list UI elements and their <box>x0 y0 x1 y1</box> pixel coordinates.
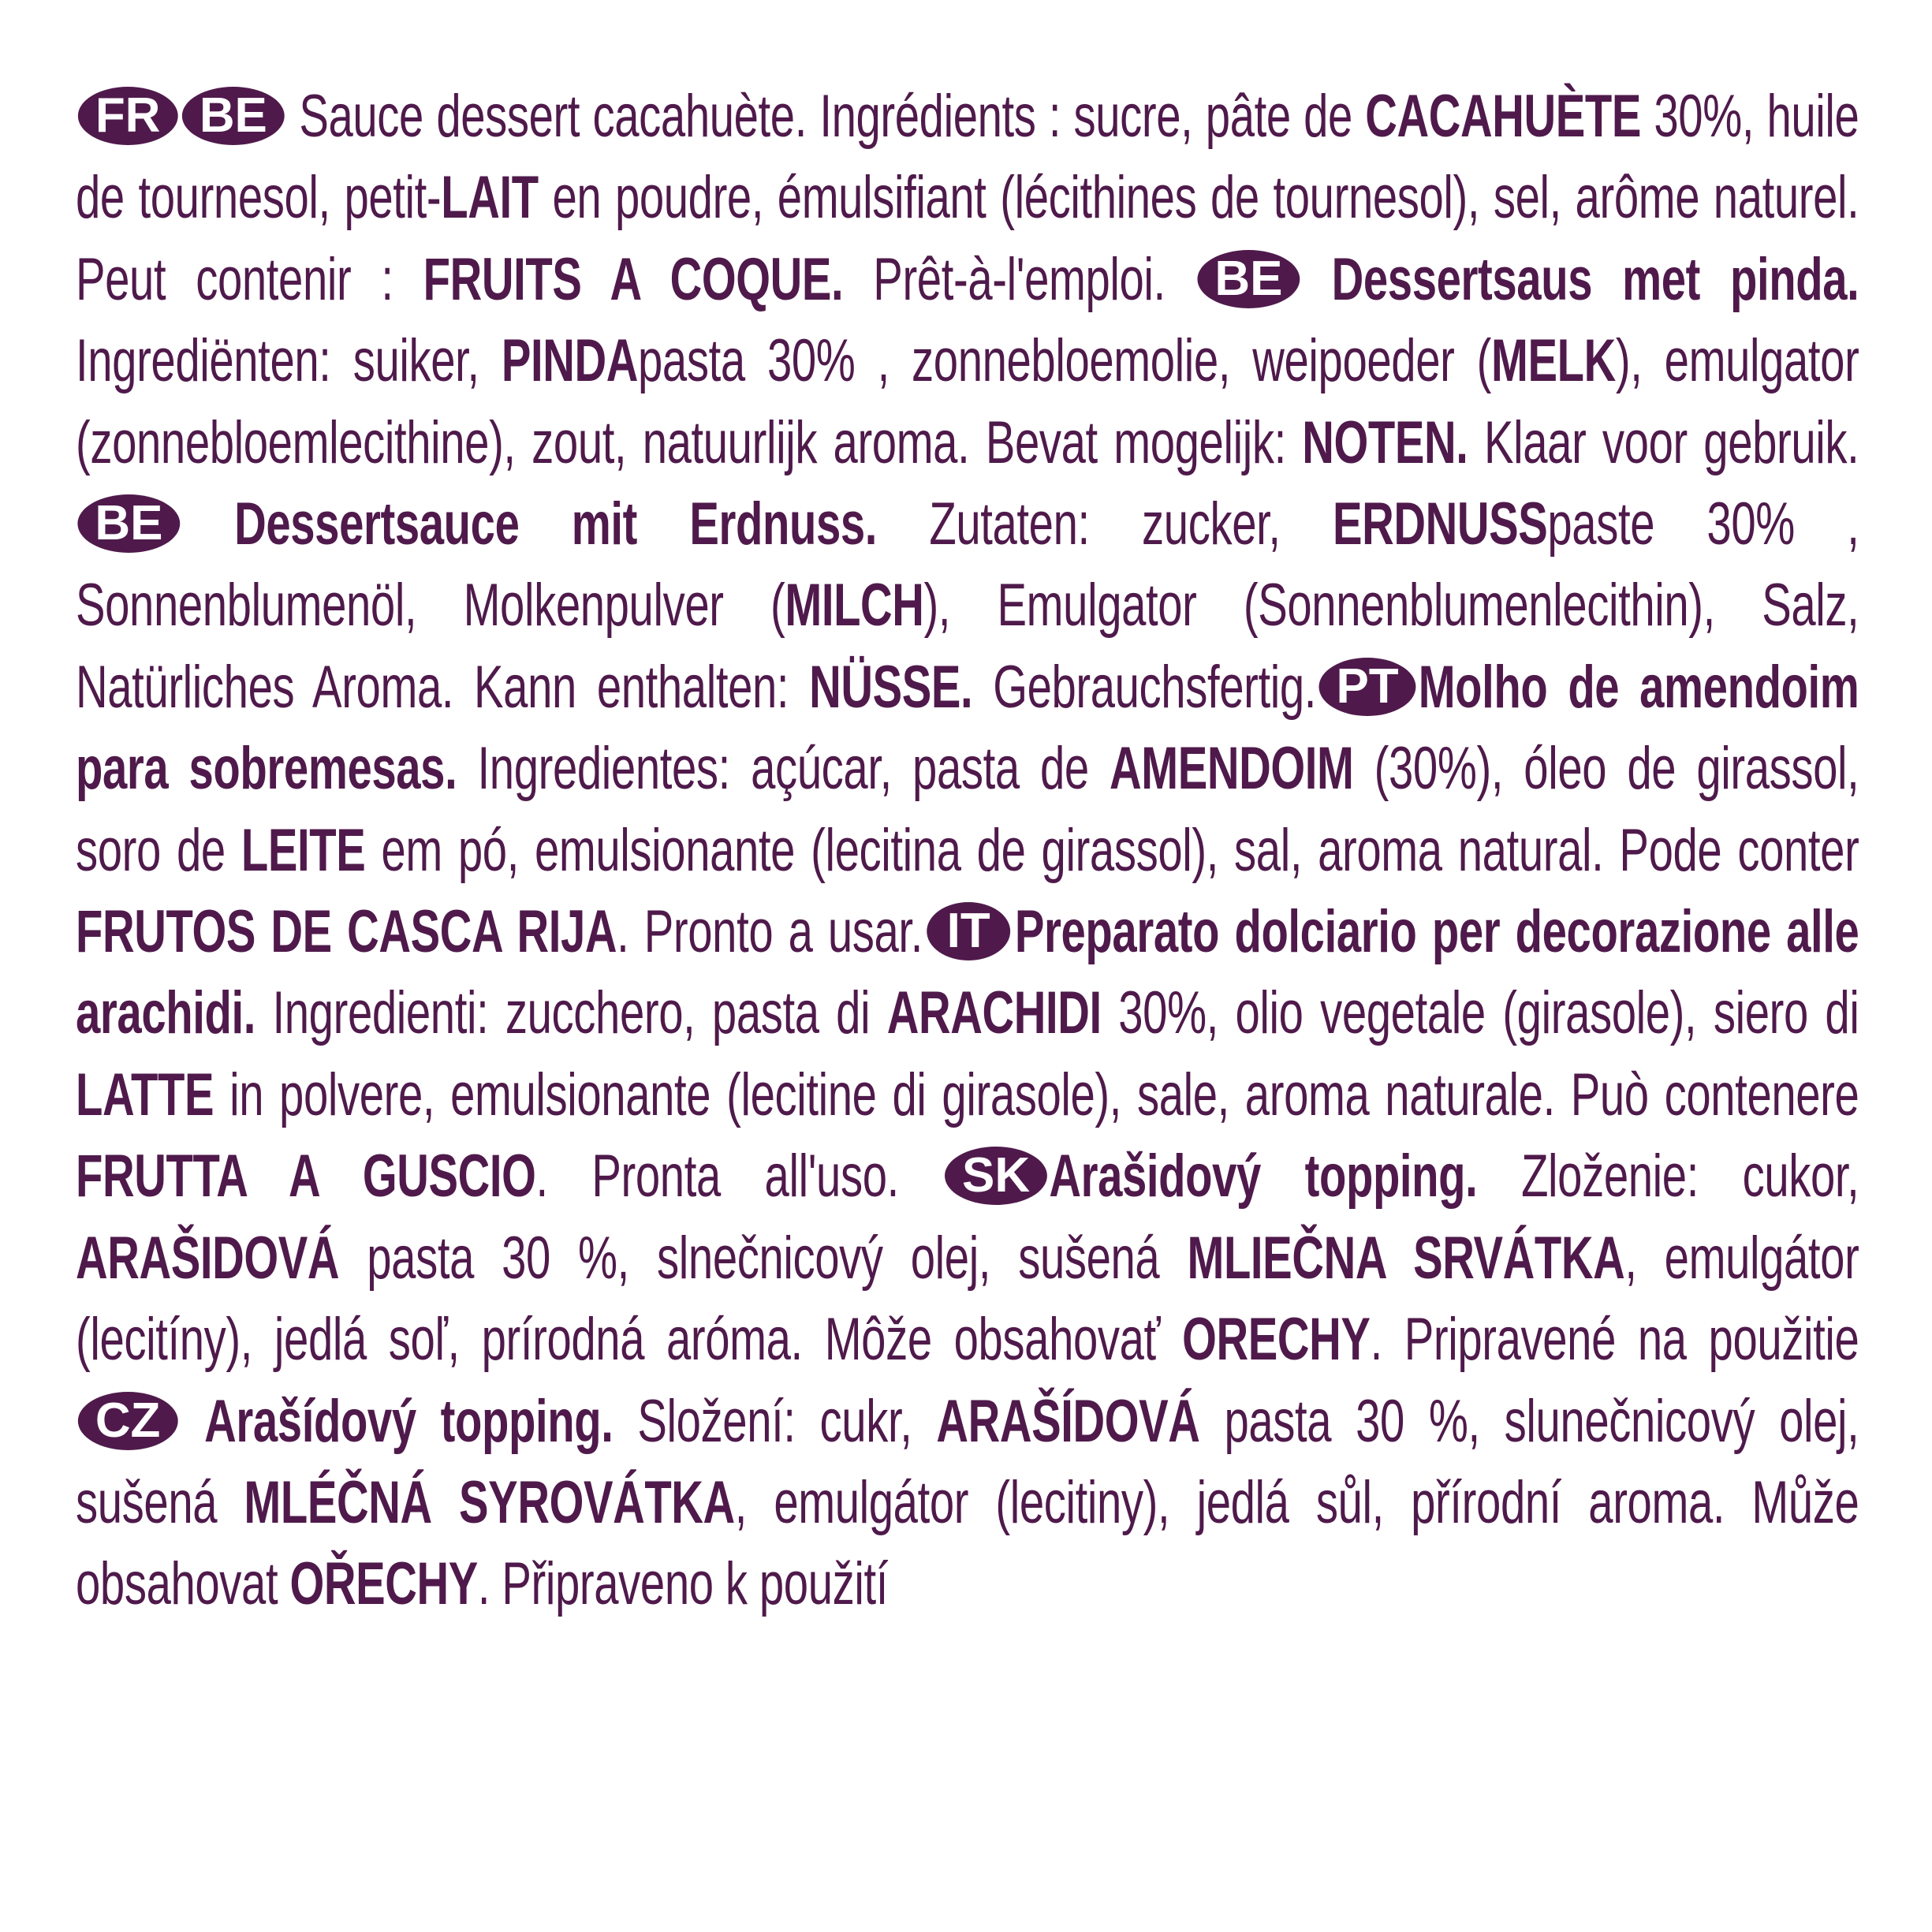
sk-allergen: ORECHY <box>1182 1306 1371 1374</box>
badge-be: BE <box>77 494 180 553</box>
pt-text: (30%), óleo de girassol, soro de <box>76 735 1859 884</box>
nl-allergen: NOTEN. <box>1302 408 1468 476</box>
de-product-name: Dessertsauce mit Erdnuss. <box>234 490 878 558</box>
cz-product-name: Arašídový topping. <box>204 1387 614 1455</box>
fr-text: Sauce dessert cacahuète. Ingrédients : sucre, pâte de <box>285 83 1366 150</box>
pt-allergen: LEITE <box>241 816 366 884</box>
cz-text: pasta 30 %, slunečnicový olej, sušená <box>76 1387 1859 1536</box>
de-allergen: MILCH <box>785 572 924 640</box>
it-text: . Pronta all'uso. <box>535 1143 943 1210</box>
fr-text: en poudre, émulsifiant (lécithines de tournesol), sel, arôme naturel. Peut contenir : <box>76 164 1859 313</box>
pt-text: em pó, emulsionante (lecitina de girassol), sal, aroma natural. Pode conter <box>365 816 1859 884</box>
fr-allergen: CACAHUÈTE <box>1365 83 1642 150</box>
badge-sk: SK <box>945 1147 1047 1205</box>
badge-pt: PT <box>1318 658 1415 716</box>
cz-allergen: OŘECHY <box>289 1550 478 1618</box>
badge-be: BE <box>182 87 285 145</box>
fr-text: 30%, huile de tournesol, petit- <box>76 83 1859 232</box>
de-text: ), Emulgator (Sonnenblumenlecithin), Salz, Natürliches Aroma. Kann enthalten: <box>76 572 1859 721</box>
badge-be: BE <box>1197 250 1300 308</box>
fr-allergen: LAIT <box>441 164 539 232</box>
sk-product-name: Arašidový topping. <box>1049 1143 1478 1210</box>
sk-allergen: MLIEČNA SRVÁTKA <box>1187 1224 1625 1292</box>
de-text: paste 30% , Sonnenblumenöl, Molkenpulver ( <box>76 490 1859 640</box>
cz-text: . Připraveno k použití <box>477 1550 889 1618</box>
it-allergen: FRUTTA A GUSCIO <box>76 1143 536 1210</box>
it-allergen: LATTE <box>76 1061 214 1128</box>
nl-product-name: Dessertsaus met pinda. <box>1331 245 1859 313</box>
nl-text: pasta 30% , zonnebloemolie, weipoeder ( <box>638 327 1492 395</box>
fr-allergen: FRUITS A COQUE. <box>423 245 844 313</box>
ingredients-label <box>76 76 1859 1625</box>
de-allergen: ERDNUSS <box>1332 490 1548 558</box>
pt-text: . Pronto a usar. <box>617 898 923 966</box>
sk-text: . Pripravené na použitie <box>1370 1306 1859 1374</box>
nl-text: ), emulgator (zonnebloemlecithine), zout, natuurlijk aroma. Bevat mogelijk: <box>76 327 1859 476</box>
cz-allergen: ARAŠÍDOVÁ <box>936 1387 1200 1455</box>
nl-allergen: MELK <box>1491 327 1616 395</box>
sk-allergen: ARAŠIDOVÁ <box>76 1224 340 1292</box>
pt-product-name: Molho de amendoim para sobremesas. <box>76 653 1859 803</box>
cz-text: , emulgátor (lecitiny), jedlá sůl, přírodní aroma. Může obsahovat <box>76 1468 1859 1618</box>
nl-text: Klaar voor gebruik. <box>1468 408 1859 476</box>
pt-text: Ingredientes: açúcar, pasta de <box>457 735 1110 803</box>
nl-allergen: PINDA <box>501 327 639 395</box>
sk-text: Zloženie: cukor, <box>1477 1143 1859 1210</box>
badge-fr: FR <box>78 87 178 145</box>
badge-cz: CZ <box>78 1392 178 1450</box>
it-allergen: ARACHIDI <box>886 979 1102 1047</box>
badge-it: IT <box>927 902 1010 960</box>
sk-text: , emulgátor (lecitíny), jedlá soľ, prírodná aróma. Môže obsahovať <box>76 1224 1859 1374</box>
de-text: Gebrauchsfertig. <box>972 653 1317 721</box>
de-allergen: NÜSSE. <box>809 653 973 721</box>
it-text: Ingredienti: zucchero, pasta di <box>255 979 887 1047</box>
it-product-name: Preparato dolciario per decorazione alle arachidi. <box>76 898 1859 1047</box>
nl-text: Ingrediënten: suiker, <box>76 327 502 395</box>
pt-allergen: FRUTOS DE CASCA RIJA <box>76 898 617 966</box>
cz-allergen: MLÉČNÁ SYROVÁTKA <box>244 1468 735 1536</box>
it-text: 30%, olio vegetale (girasole), siero di <box>1101 979 1859 1047</box>
fr-text: Prêt-à-l'emploi. <box>843 245 1195 313</box>
de-text: Zutaten: zucker, <box>877 490 1333 558</box>
sk-text: pasta 30 %, slnečnicový olej, sušená <box>339 1224 1188 1292</box>
pt-allergen: AMENDOIM <box>1109 735 1354 803</box>
cz-text: Složení: cukr, <box>613 1387 937 1455</box>
it-text: in polvere, emulsionante (lecitine di girasole), sale, aroma naturale. Può contenere <box>214 1061 1859 1128</box>
